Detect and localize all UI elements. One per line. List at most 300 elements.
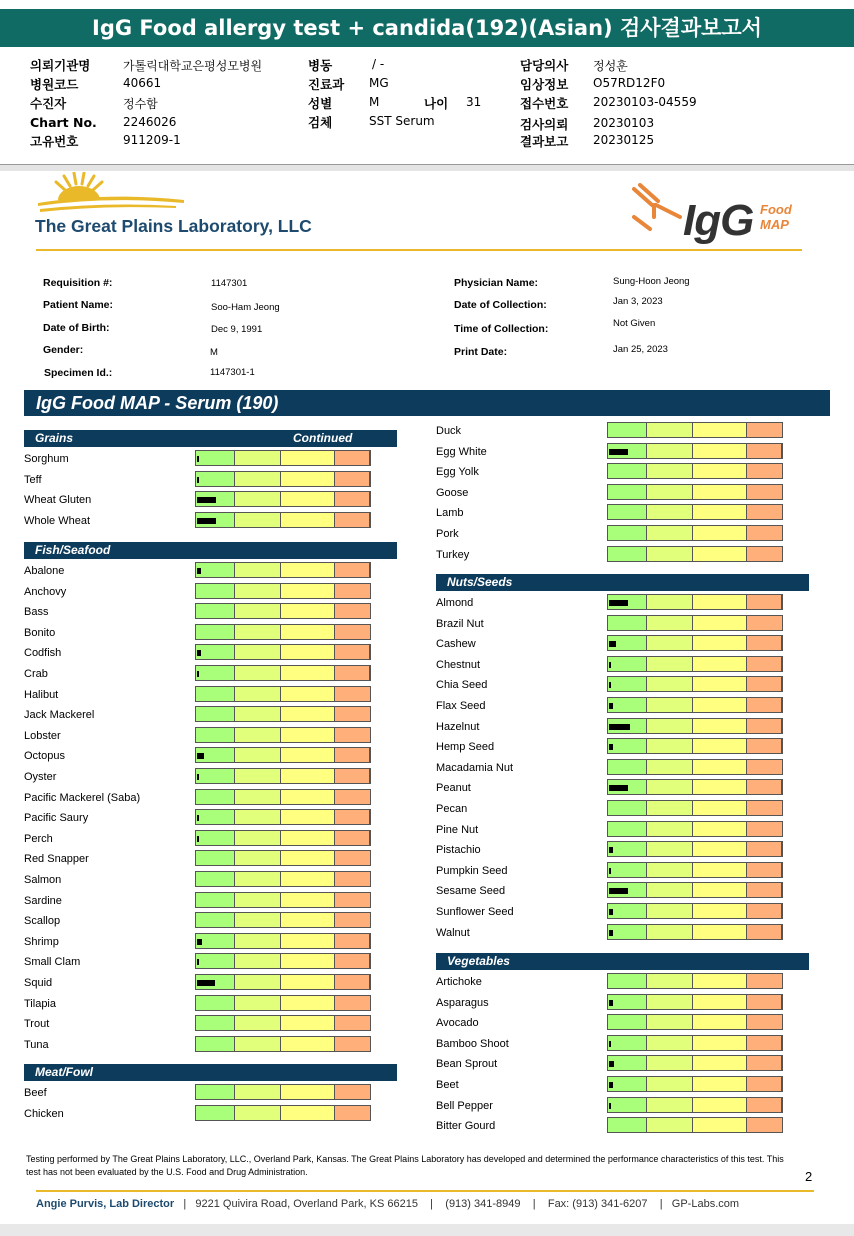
result-zone	[235, 996, 281, 1010]
result-level-fill	[197, 568, 201, 574]
food-name: Beef	[24, 1087, 47, 1099]
food-name: Bass	[24, 606, 49, 619]
food-name: Sunflower Seed	[436, 906, 514, 918]
info-value: MG	[369, 76, 389, 90]
result-bar	[195, 624, 371, 640]
result-bar	[195, 583, 371, 599]
result-zone	[747, 505, 782, 519]
result-zone	[608, 995, 647, 1009]
result-bar	[607, 422, 783, 438]
result-zone	[608, 1098, 647, 1112]
result-zone	[196, 707, 235, 721]
result-zone	[281, 472, 335, 486]
result-zone	[235, 769, 281, 783]
result-bar	[607, 1055, 783, 1071]
result-zone	[196, 645, 235, 659]
result-zone	[281, 604, 335, 618]
divider	[36, 1190, 814, 1192]
lab-phone: (913) 341-8949	[445, 1198, 521, 1210]
result-bar	[607, 882, 783, 898]
result-zone	[335, 893, 370, 907]
result-bar	[195, 471, 371, 487]
result-zone	[747, 822, 782, 836]
result-bar	[607, 718, 783, 734]
result-zone	[196, 1085, 235, 1099]
result-zone	[608, 1077, 647, 1091]
result-zone	[335, 1016, 370, 1030]
info-label: 의뢰기관명	[30, 58, 91, 73]
result-zone	[693, 444, 747, 458]
result-zone	[196, 472, 235, 486]
food-name: Turkey	[436, 548, 470, 561]
result-bar	[607, 821, 783, 837]
map-title: IgG Food MAP - Serum (190)	[24, 390, 830, 416]
result-zone	[235, 1106, 281, 1120]
info-value: M	[369, 95, 380, 109]
category-header	[24, 1064, 397, 1081]
result-bar	[607, 463, 783, 479]
result-zone	[647, 1036, 693, 1050]
result-level-fill	[609, 1103, 611, 1109]
result-zone	[335, 1106, 370, 1120]
info-label: 접수번호	[520, 96, 569, 111]
result-level-fill	[197, 753, 204, 759]
result-zone	[196, 872, 235, 886]
result-bar	[607, 635, 783, 651]
result-zone	[281, 975, 335, 989]
result-zone	[693, 698, 747, 712]
lab-fax: Fax: (913) 341-6207	[547, 1198, 648, 1210]
food-name: Lobster	[24, 729, 61, 742]
info-value: 2246026	[123, 115, 177, 129]
result-zone	[235, 472, 281, 486]
result-zone	[747, 1118, 782, 1132]
food-name: Pacific Saury	[24, 812, 89, 825]
result-zone	[747, 974, 782, 988]
result-zone	[747, 547, 782, 561]
info-value: 정수함	[123, 97, 158, 111]
result-level-fill	[609, 662, 611, 668]
patient-value: Not Given	[613, 318, 656, 329]
food-name: Scallop	[24, 915, 61, 928]
food-name: Pumpkin Seed	[436, 864, 508, 877]
result-zone	[608, 505, 647, 519]
result-level-fill	[609, 1041, 611, 1047]
result-bar	[195, 974, 371, 990]
patient-label: Time of Collection:	[454, 323, 549, 335]
result-zone	[281, 769, 335, 783]
result-zone	[335, 451, 370, 465]
result-zone	[335, 666, 370, 680]
patient-value: Dec 9, 1991	[211, 324, 263, 335]
result-zone	[281, 1106, 335, 1120]
lab-website[interactable]: GP-Labs.com	[671, 1198, 740, 1210]
result-zone	[335, 728, 370, 742]
result-zone	[196, 851, 235, 865]
info-label: 수진자	[30, 96, 67, 111]
result-bar	[195, 789, 371, 805]
result-zone	[647, 444, 693, 458]
result-bar	[195, 562, 371, 578]
info-label: 고유번호	[30, 134, 79, 149]
igg-sub-food: Food	[760, 202, 792, 217]
report-title: IgG Food allergy test + candida(192)(Asian) 검사결과보고서	[0, 9, 854, 47]
result-zone	[693, 1056, 747, 1070]
patient-value: Jan 3, 2023	[613, 296, 663, 307]
food-name: Chestnut	[436, 658, 481, 671]
result-bar	[607, 443, 783, 459]
result-zone	[281, 625, 335, 639]
result-level-fill	[609, 868, 611, 874]
food-name: Jack Mackerel	[24, 709, 95, 722]
food-name: Lamb	[436, 507, 464, 520]
patient-value: 1147301	[211, 278, 248, 289]
result-zone	[647, 616, 693, 630]
result-zone	[196, 625, 235, 639]
result-zone	[196, 604, 235, 618]
food-name: Bell Pepper	[436, 1099, 493, 1112]
patient-value: M	[210, 347, 218, 358]
lab-director: Angie Purvis, Lab Director	[36, 1198, 175, 1210]
info-label: 나이	[424, 96, 449, 111]
patient-value: Soo-Ham Jeong	[211, 302, 280, 313]
food-name: Sorghum	[24, 453, 69, 465]
result-bar	[607, 924, 783, 940]
result-zone	[608, 677, 647, 691]
result-zone	[281, 451, 335, 465]
result-zone	[647, 780, 693, 794]
result-bar	[195, 892, 371, 908]
result-level-fill	[609, 641, 616, 647]
result-zone	[235, 451, 281, 465]
category-header	[436, 574, 809, 591]
result-bar	[195, 603, 371, 619]
result-bar	[195, 450, 371, 466]
info-label: 검체	[308, 115, 333, 130]
lab-address: 9221 Quivira Road, Overland Park, KS 66215	[195, 1198, 418, 1210]
result-zone	[235, 790, 281, 804]
result-zone	[647, 1118, 693, 1132]
divider	[0, 165, 854, 171]
result-zone	[608, 863, 647, 877]
result-zone	[235, 563, 281, 577]
result-zone	[608, 1036, 647, 1050]
result-zone	[196, 893, 235, 907]
result-zone	[693, 974, 747, 988]
food-name: Wheat Gluten	[24, 494, 92, 507]
result-zone	[747, 423, 782, 437]
food-name: Abalone	[24, 565, 65, 577]
result-zone	[196, 666, 235, 680]
food-name: Sardine	[24, 894, 62, 907]
result-zone	[647, 760, 693, 774]
food-name: Shrimp	[24, 935, 59, 948]
info-label: 병원코드	[30, 77, 79, 92]
result-zone	[693, 760, 747, 774]
patient-label: Date of Birth:	[43, 322, 110, 334]
result-zone	[747, 485, 782, 499]
result-zone	[335, 851, 370, 865]
result-zone	[235, 872, 281, 886]
result-zone	[608, 760, 647, 774]
info-label: 진료과	[308, 77, 345, 92]
patient-label: Gender:	[43, 344, 84, 356]
food-name: Bonito	[24, 626, 56, 639]
result-zone	[235, 913, 281, 927]
result-bar	[607, 779, 783, 795]
result-zone	[335, 625, 370, 639]
category-header	[436, 953, 809, 970]
info-value: 정성훈	[593, 59, 628, 73]
result-zone	[608, 1118, 647, 1132]
result-zone	[693, 485, 747, 499]
result-zone	[335, 934, 370, 948]
result-zone	[235, 954, 281, 968]
food-name: Crab	[24, 668, 48, 680]
result-zone	[235, 748, 281, 762]
result-zone	[235, 975, 281, 989]
result-zone	[747, 760, 782, 774]
result-zone	[335, 513, 370, 527]
result-bar	[607, 862, 783, 878]
info-value: 40661	[123, 76, 162, 90]
result-zone	[335, 954, 370, 968]
result-zone	[281, 666, 335, 680]
result-zone	[196, 810, 235, 824]
result-level-fill	[609, 744, 613, 750]
result-zone	[693, 1118, 747, 1132]
result-zone	[608, 616, 647, 630]
result-zone	[747, 444, 782, 458]
result-bar	[195, 871, 371, 887]
result-zone	[608, 801, 647, 815]
result-zone	[281, 1016, 335, 1030]
result-zone	[693, 677, 747, 691]
result-zone	[608, 547, 647, 561]
result-zone	[235, 831, 281, 845]
result-zone	[747, 464, 782, 478]
food-name: Avocado	[436, 1017, 479, 1030]
result-zone	[335, 563, 370, 577]
result-zone	[647, 698, 693, 712]
result-zone	[235, 1085, 281, 1099]
lab-name: The Great Plains Laboratory, LLC	[35, 216, 312, 236]
result-zone	[693, 636, 747, 650]
result-bar	[195, 1015, 371, 1031]
result-zone	[281, 913, 335, 927]
result-zone	[693, 595, 747, 609]
result-zone	[693, 616, 747, 630]
category-title: Nuts/Seeds	[447, 575, 513, 589]
info-label: 담당의사	[520, 58, 569, 73]
result-zone	[608, 904, 647, 918]
result-zone	[281, 645, 335, 659]
food-name: Macadamia Nut	[436, 761, 514, 774]
result-bar	[195, 706, 371, 722]
result-zone	[235, 687, 281, 701]
result-level-fill	[609, 909, 613, 915]
result-zone	[747, 526, 782, 540]
result-zone	[235, 810, 281, 824]
result-zone	[281, 492, 335, 506]
result-bar	[195, 830, 371, 846]
result-zone	[196, 769, 235, 783]
result-level-fill	[197, 497, 216, 503]
continued-label: Continued	[293, 431, 353, 445]
food-name: Duck	[436, 425, 462, 437]
food-name: Chia Seed	[436, 679, 488, 692]
result-zone	[747, 904, 782, 918]
food-name: Pine Nut	[436, 823, 479, 836]
food-name: Pacific Mackerel (Saba)	[24, 791, 141, 804]
result-level-fill	[609, 1061, 614, 1067]
page-edge	[0, 1224, 854, 1236]
igg-sub-map: MAP	[760, 217, 789, 232]
result-level-fill	[609, 847, 613, 853]
patient-label: Specimen Id.:	[44, 367, 113, 379]
result-zone	[196, 790, 235, 804]
result-zone	[235, 728, 281, 742]
result-bar	[195, 644, 371, 660]
result-bar	[607, 1014, 783, 1030]
result-zone	[608, 1015, 647, 1029]
result-zone	[608, 485, 647, 499]
food-name: Halibut	[24, 688, 59, 701]
result-zone	[647, 636, 693, 650]
result-zone	[608, 822, 647, 836]
result-zone	[747, 1077, 782, 1091]
result-zone	[335, 996, 370, 1010]
result-zone	[335, 748, 370, 762]
result-zone	[608, 698, 647, 712]
food-name: Hazelnut	[436, 720, 480, 733]
info-value: 911209-1	[123, 133, 181, 147]
food-name: Goose	[436, 486, 469, 499]
food-name: Tuna	[24, 1038, 49, 1051]
result-zone	[693, 505, 747, 519]
result-zone	[281, 851, 335, 865]
info-value: / -	[372, 57, 385, 71]
category-header	[24, 430, 397, 447]
result-bar	[607, 1076, 783, 1092]
result-bar	[195, 995, 371, 1011]
result-zone	[281, 893, 335, 907]
food-name: Egg White	[436, 445, 487, 458]
result-level-fill	[197, 477, 199, 483]
result-zone	[335, 913, 370, 927]
result-bar	[607, 504, 783, 520]
result-bar	[607, 697, 783, 713]
category-title: Meat/Fowl	[35, 1065, 94, 1079]
result-zone	[693, 904, 747, 918]
food-name: Artichoke	[436, 976, 482, 988]
result-bar	[607, 656, 783, 672]
result-zone	[281, 707, 335, 721]
result-zone	[647, 904, 693, 918]
result-zone	[235, 625, 281, 639]
food-name: Squid	[24, 977, 53, 989]
result-zone	[747, 677, 782, 691]
result-bar	[607, 738, 783, 754]
result-bar	[607, 903, 783, 919]
result-zone	[693, 1015, 747, 1029]
result-zone	[196, 563, 235, 577]
result-zone	[693, 801, 747, 815]
result-zone	[235, 492, 281, 506]
result-zone	[235, 934, 281, 948]
result-level-fill	[197, 959, 199, 965]
result-bar	[607, 484, 783, 500]
result-zone	[647, 657, 693, 671]
result-zone	[335, 584, 370, 598]
result-zone	[647, 842, 693, 856]
food-name: Asparagus	[436, 996, 489, 1009]
result-zone	[335, 1085, 370, 1099]
result-zone	[196, 584, 235, 598]
result-zone	[281, 872, 335, 886]
result-zone	[196, 1106, 235, 1120]
result-zone	[335, 472, 370, 486]
result-zone	[281, 1085, 335, 1099]
result-level-fill	[609, 785, 628, 791]
result-bar	[607, 994, 783, 1010]
result-bar	[195, 1105, 371, 1121]
result-zone	[693, 780, 747, 794]
result-zone	[235, 1016, 281, 1030]
food-name: Bean Sprout	[436, 1058, 498, 1071]
result-zone	[693, 739, 747, 753]
result-bar	[607, 1097, 783, 1113]
result-zone	[647, 739, 693, 753]
result-zone	[747, 657, 782, 671]
food-name: Oyster	[24, 771, 57, 783]
result-zone	[335, 604, 370, 618]
result-bar	[195, 747, 371, 763]
result-level-fill	[197, 774, 199, 780]
result-zone	[235, 604, 281, 618]
info-label: 검사의뢰	[520, 117, 569, 132]
result-zone	[693, 1098, 747, 1112]
result-level-fill	[609, 682, 611, 688]
result-zone	[608, 925, 647, 939]
divider	[36, 249, 802, 251]
result-bar	[195, 953, 371, 969]
result-zone	[281, 563, 335, 577]
result-zone	[281, 996, 335, 1010]
category-title: Fish/Seafood	[35, 543, 111, 557]
result-level-fill	[197, 836, 199, 842]
result-zone	[281, 584, 335, 598]
result-bar	[607, 800, 783, 816]
result-zone	[647, 505, 693, 519]
food-name: Octopus	[24, 750, 65, 763]
result-zone	[647, 423, 693, 437]
result-zone	[647, 863, 693, 877]
result-zone	[281, 748, 335, 762]
result-zone	[693, 1036, 747, 1050]
result-zone	[235, 1037, 281, 1051]
result-zone	[747, 1056, 782, 1070]
result-zone	[647, 1077, 693, 1091]
food-name: Pecan	[436, 803, 468, 815]
result-zone	[608, 526, 647, 540]
info-label: 결과보고	[520, 134, 569, 149]
result-zone	[747, 925, 782, 939]
result-zone	[647, 995, 693, 1009]
result-zone	[235, 666, 281, 680]
result-zone	[747, 636, 782, 650]
result-level-fill	[609, 930, 613, 936]
